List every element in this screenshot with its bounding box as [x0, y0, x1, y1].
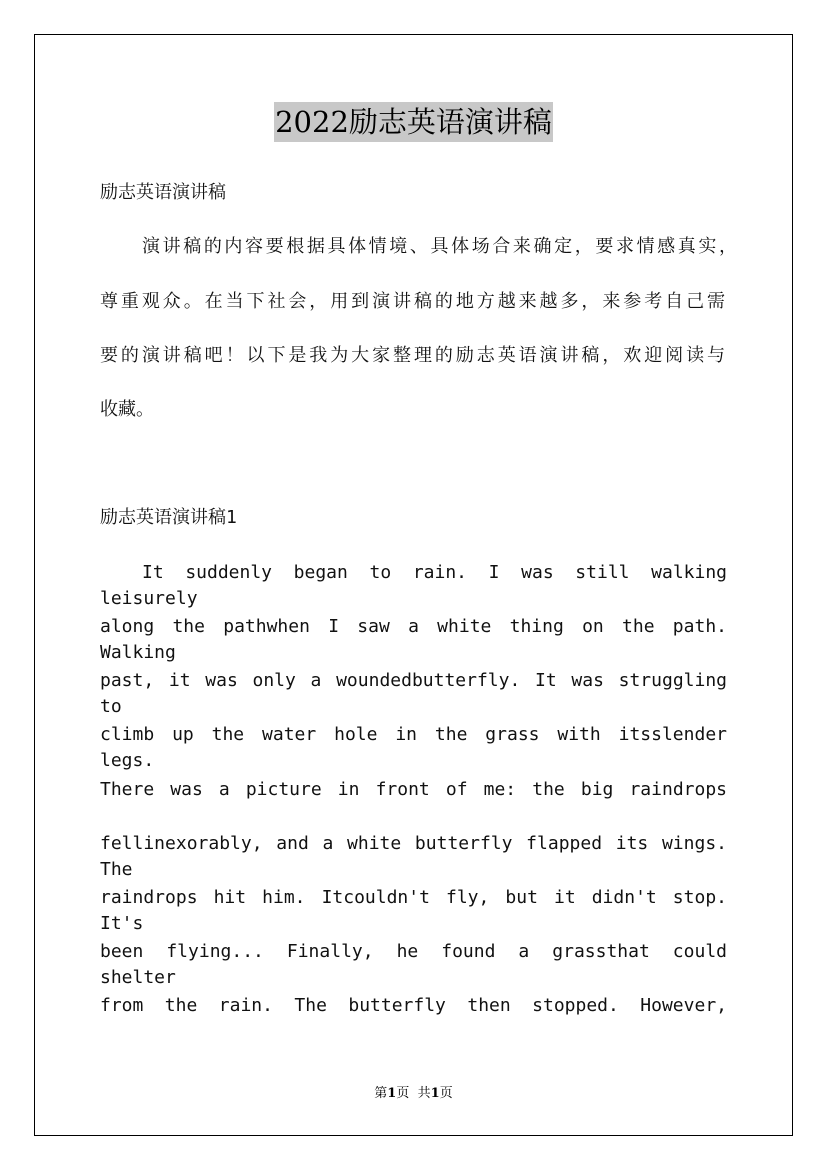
subtitle: 励志英语演讲稿: [100, 182, 226, 203]
body-line: from the rain. The butterfly then stopped. However,: [100, 995, 727, 1016]
body-line: raindrops hit him. Itcouldn't fly, but it didn't stop. It's: [100, 887, 727, 934]
footer-total-suffix: 页: [439, 1086, 453, 1101]
intro-line: 要的演讲稿吧！以下是我为大家整理的励志英语演讲稿，欢迎阅读与: [100, 345, 725, 366]
intro-line: 尊重观众。在当下社会，用到演讲稿的地方越来越多，来参考自己需: [100, 291, 725, 312]
body-line: There was a picture in front of me: the big raindrops: [100, 779, 727, 800]
body-line: past, it was only a woundedbutterfly. It was struggling to: [100, 670, 727, 717]
body-line: fellinexorably, and a white butterfly flapped its wings. The: [100, 833, 727, 880]
body-line: It suddenly began to rain. I was still walking leisurely: [100, 562, 727, 609]
footer-total-prefix: 共: [417, 1086, 431, 1101]
footer-page-suffix: 页: [396, 1086, 410, 1101]
document-title: 2022励志英语演讲稿: [274, 102, 553, 142]
intro-line: 收藏。: [100, 399, 154, 420]
footer-page-prefix: 第: [374, 1086, 388, 1101]
section-heading: 励志英语演讲稿1: [100, 507, 237, 528]
title-container: [0, 102, 827, 142]
body-line: been flying... Finally, he found a grassthat could shelter: [100, 941, 727, 988]
body-line: along the pathwhen I saw a white thing on the path. Walking: [100, 616, 727, 663]
page-footer: [0, 1082, 827, 1101]
intro-line: 演讲稿的内容要根据具体情境、具体场合来确定，要求情感真实，: [142, 236, 737, 257]
footer-total-number: 1: [430, 1086, 440, 1101]
footer-page-number: 1: [387, 1086, 397, 1101]
body-line: climb up the water hole in the grass with itsslender legs.: [100, 724, 727, 771]
